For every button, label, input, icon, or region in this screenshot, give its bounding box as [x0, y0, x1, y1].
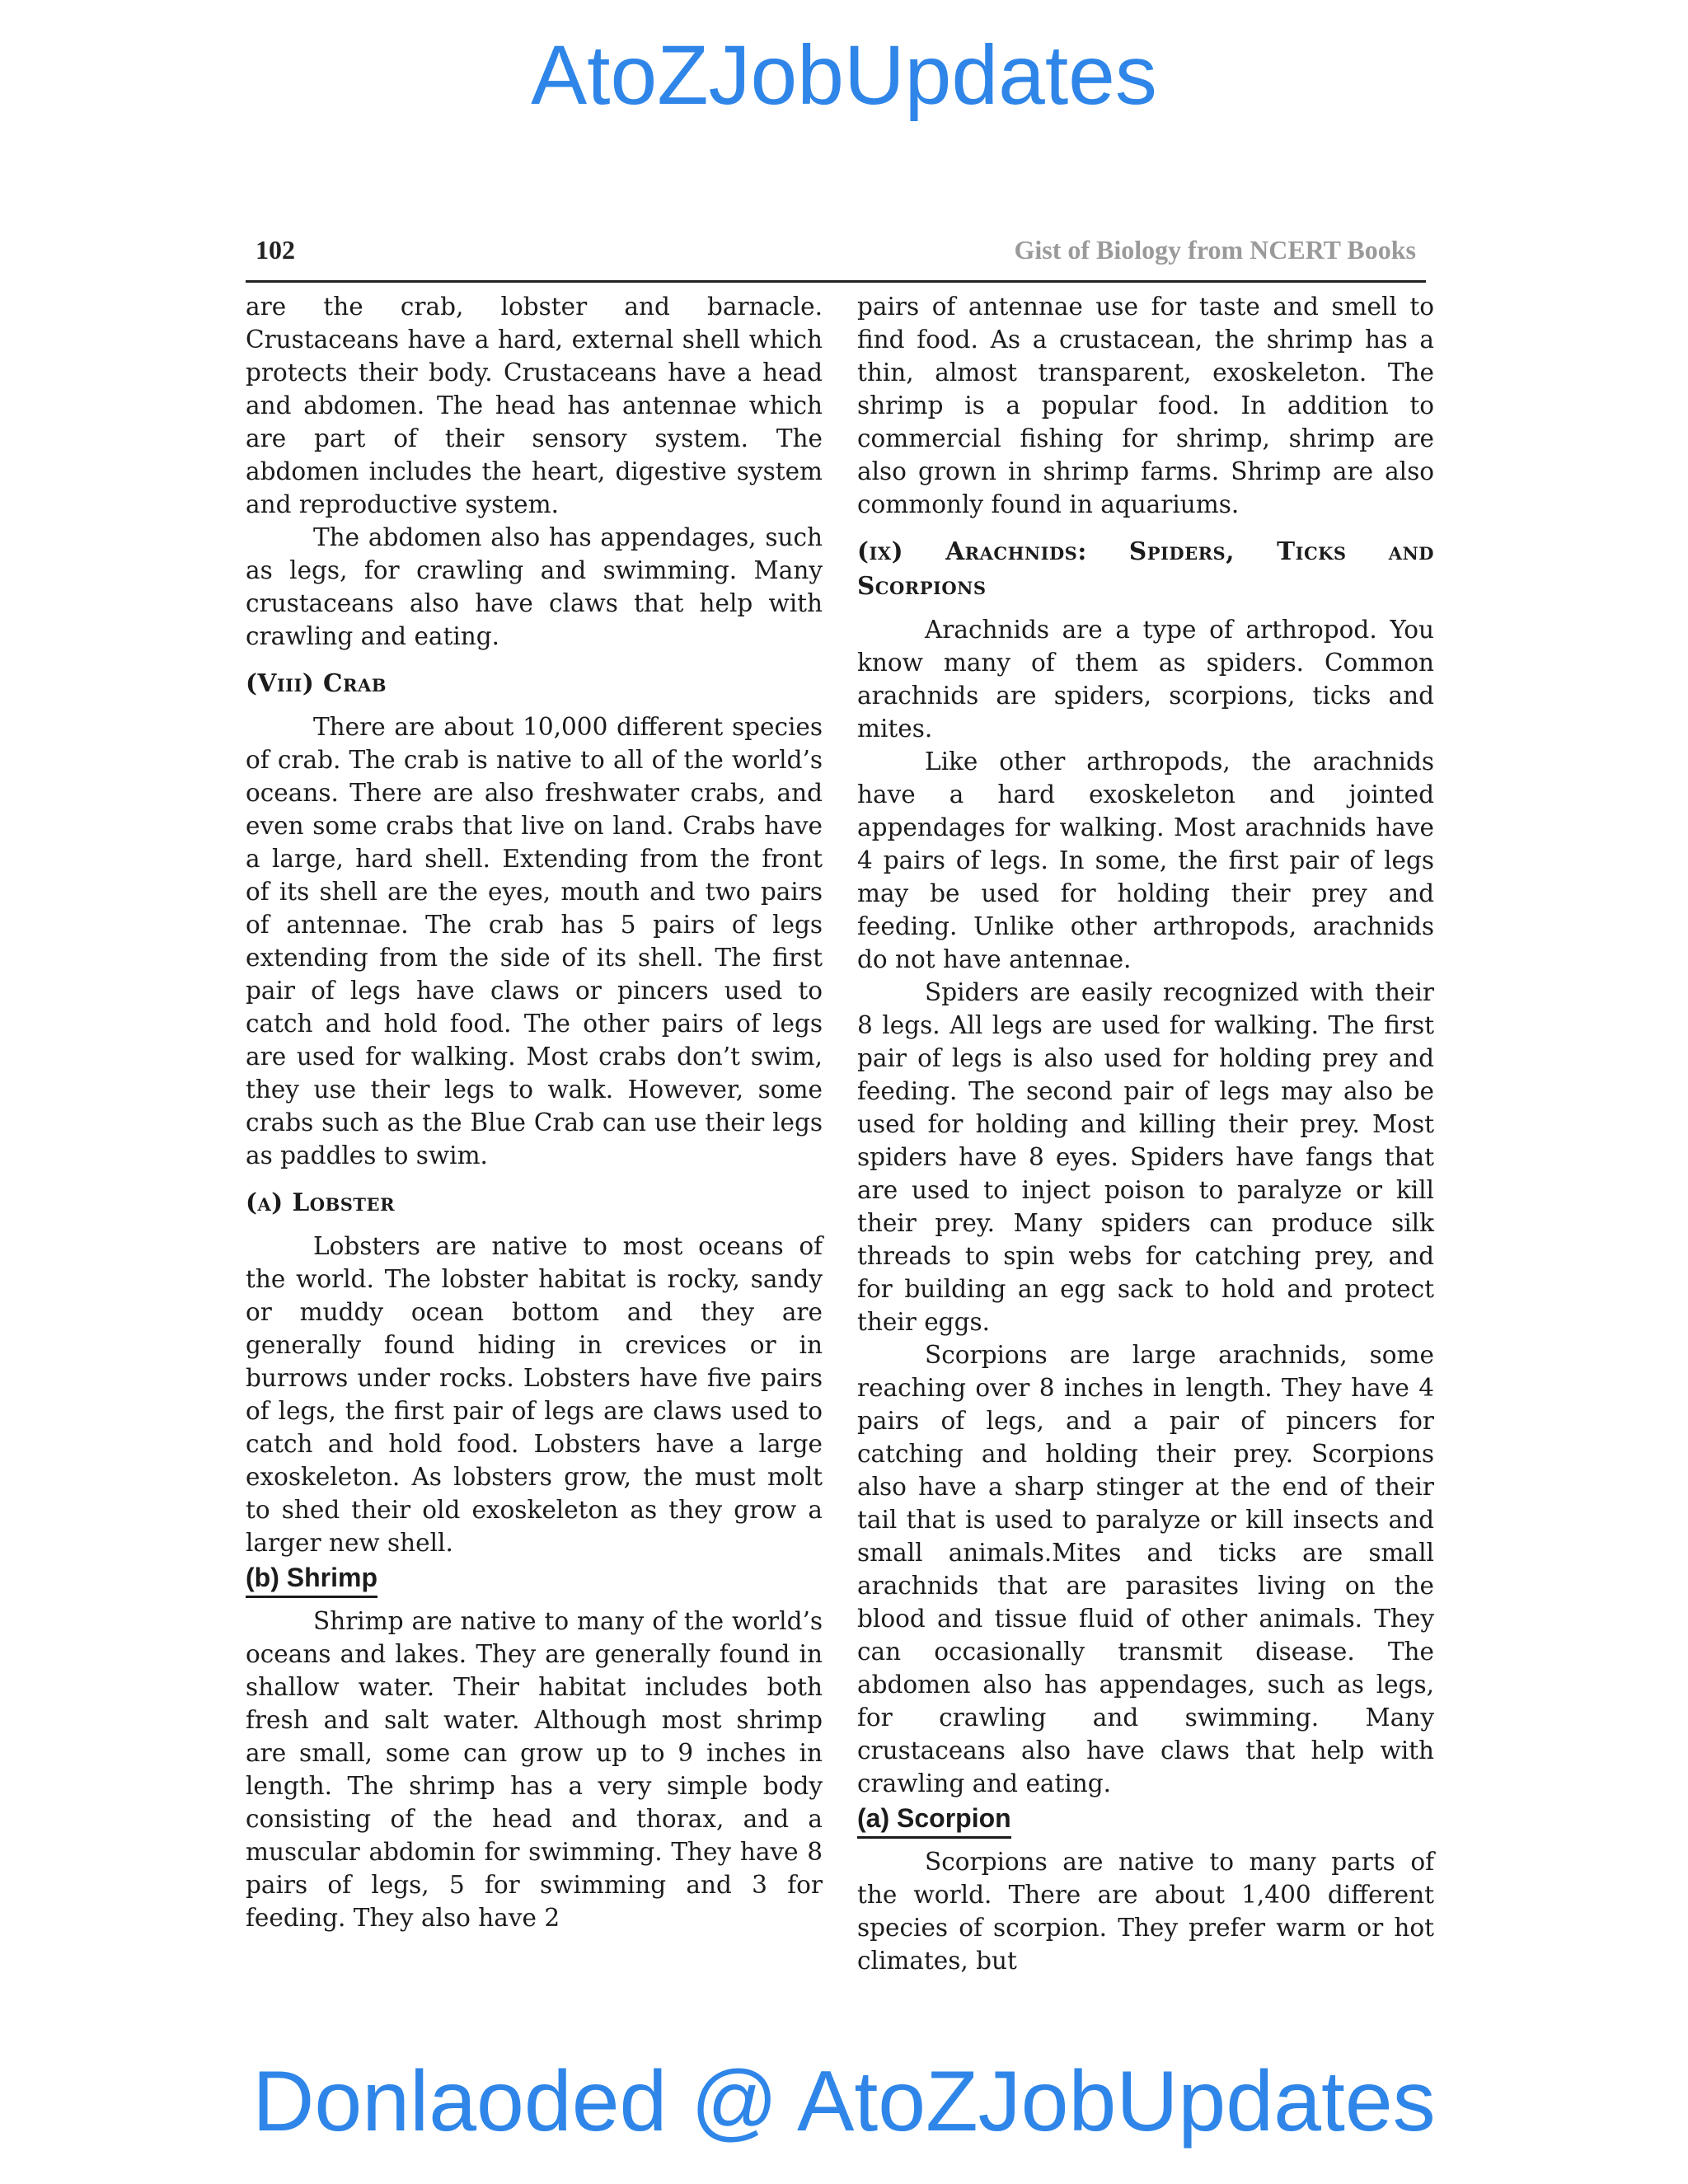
paragraph: The abdomen also has appendages, such as legs, for crawling and swimming. Many crustaceans also have claws that help with crawling and eating. [246, 523, 823, 650]
paragraph: There are about 10,000 different species of crab. The crab is native to all of the world’s oceans. There are also freshwater crabs, and even some crabs that live on land. Crabs have a large, hard shell. Extending from the front of its shell are the eyes, mouth and two pairs of antennae. The crab has 5 pairs of legs extending from the side of its shell. The first pair of legs have claws or pincers used to catch and hold food. The other pairs of legs are used for walking. Most crabs don’t swim, they use their legs to walk. However, some crabs such as the Blue Crab can use their legs as paddles to swim. [246, 713, 823, 1169]
paragraph: Scorpions are native to many parts of the world. There are about 1,400 different species of scorpion. They prefer warm or hot climates, but [857, 1848, 1434, 1975]
paragraph: Lobsters are native to most oceans of the world. The lobster habitat is rocky, sandy or muddy ocean bottom and they are generally found hiding in crevices or in burrows under rocks. Lobsters have five pairs of legs, the first pair of legs are claws used to catch and hold food. Lobsters have a large exoskeleton. As lobsters grow, the must molt to shed their old exoskeleton as they grow a larger new shell. [246, 1232, 823, 1557]
subheading-shrimp-label: (b) Shrimp [246, 1561, 377, 1598]
paragraph: Arachnids are a type of arthropod. You know many of them as spiders. Common arachnids are spiders, scorpions, ticks and mites. [857, 616, 1434, 743]
subheading-scorpion [857, 1802, 1434, 1839]
left-column [246, 290, 823, 1934]
book-title: Gist of Biology from NCERT Books [1014, 235, 1416, 265]
right-column [857, 290, 1434, 1977]
watermark-top: AtoZJobUpdates [531, 28, 1157, 122]
paragraph: Shrimp are native to many of the world’s oceans and lakes. They are generally found in shallow water. Their habitat includes both fresh and salt water. Although most shrimp are small, some can grow up to 9 inches in length. The shrimp has a very simple body consisting of the head and thorax, and a muscular abdomin for swimming. They have 8 pairs of legs, 5 for swimming and 3 for feeding. They also have 2 [246, 1607, 823, 1932]
section-heading-arachnids: (ix) Arachnids: Spiders, Ticks and Scorpions [857, 537, 1434, 600]
watermark-bottom: Donlaoded @ AtoZJobUpdates [252, 2054, 1436, 2149]
paragraph: Spiders are easily recognized with their 8 legs. All legs are used for walking. The first pair of legs is also used for holding prey and feeding. The second pair of legs may also be used for holding and killing their prey. Most spiders have 8 eyes. Spiders have fangs that are used to inject poison to paralyze or kill their prey. Many spiders can produce silk threads to spin webs for catching prey, and for building an egg sack to hold and protect their eggs. [857, 978, 1434, 1336]
subheading-scorpion-label: (a) Scorpion [857, 1802, 1011, 1839]
section-heading-lobster: (a) Lobster [246, 1188, 396, 1216]
running-head [246, 232, 1426, 283]
section-heading-crab: (Viii) Crab [246, 668, 387, 697]
paragraph: are the crab, lobster and barnacle. Crustaceans have a hard, external shell which protects their body. Crustaceans have a head and abdomen. The head has antennae which are part of their sensory system. The abdomen includes the heart, digestive system and reproductive system. [246, 293, 823, 518]
paragraph: Scorpions are large arachnids, some reaching over 8 inches in length. They have 4 pairs of legs, and a pair of pincers for catching and holding their prey. Scorpions also have a sharp stinger at the end of their tail that is used to paralyze or kill insects and small animals.Mites and ticks are small arachnids that are parasites living on the blood and tissue fluid of other animals. They can occasionally transmit disease. The abdomen also has appendages, such as legs, for crawling and swimming. Many crustaceans also have claws that help with crawling and eating. [857, 1341, 1434, 1797]
paragraph: pairs of antennae use for taste and smell to find food. As a crustacean, the shrimp has a thin, almost transparent, exoskeleton. The shrimp is a popular food. In addition to commercial fishing for shrimp, shrimp are also grown in shrimp farms. Shrimp are also commonly found in aquariums. [857, 293, 1434, 518]
paragraph: Like other arthropods, the arachnids have a hard exoskeleton and jointed appendages for walking. Most arachnids have 4 pairs of legs. In some, the first pair of legs may be used for holding their prey and feeding. Unlike other arthropods, arachnids do not have antennae. [857, 748, 1434, 973]
page-number: 102 [256, 235, 295, 265]
subheading-shrimp [246, 1561, 823, 1598]
